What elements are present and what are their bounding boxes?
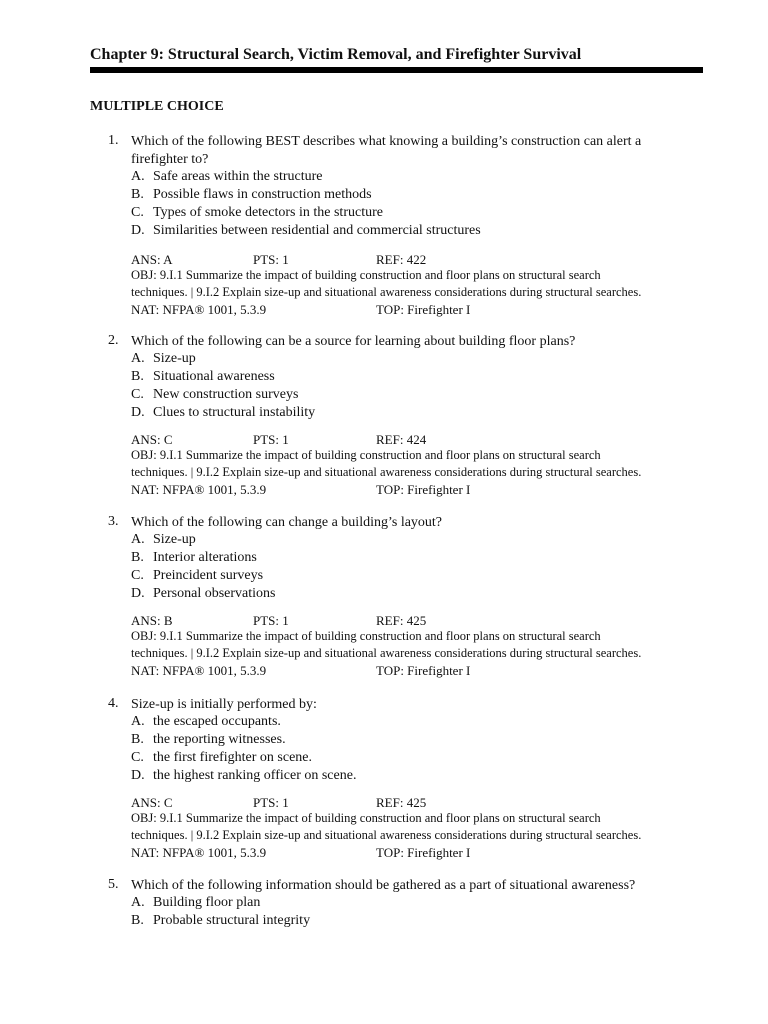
choice-text: Interior alterations <box>153 550 257 565</box>
question-number: 1. <box>108 133 119 148</box>
choice-a <box>131 532 196 548</box>
choice-text: Types of smoke detectors in the structure <box>153 205 383 220</box>
choice-text: the first firefighter on scene. <box>153 750 312 765</box>
objective-line-2: techniques. | 9.I.2 Explain size-up and situational awareness considerations during structural searches. <box>131 465 642 479</box>
choice-d <box>131 405 315 421</box>
choice-letter: A. <box>131 714 145 729</box>
objective-line-2: techniques. | 9.I.2 Explain size-up and situational awareness considerations during structural searches. <box>131 828 642 842</box>
topic: TOP: Firefighter I <box>376 663 471 678</box>
choice-letter: D. <box>131 223 145 238</box>
reference: REF: 425 <box>376 613 427 628</box>
nat-standard: NAT: NFPA® 1001, 5.3.9 <box>131 302 267 317</box>
choice-text: Similarities between residential and commercial structures <box>153 223 481 238</box>
question-stem: Which of the following information should be gathered as a part of situational awareness? <box>131 878 636 893</box>
choice-text: New construction surveys <box>153 387 299 402</box>
objective-line-2: techniques. | 9.I.2 Explain size-up and situational awareness considerations during structural searches. <box>131 285 642 299</box>
choice-text: Size-up <box>153 351 196 366</box>
choice-c <box>131 205 383 221</box>
nat-standard: NAT: NFPA® 1001, 5.3.9 <box>131 845 267 860</box>
choice-b <box>131 187 372 203</box>
choice-b <box>131 550 257 566</box>
question-stem: Size-up is initially performed by: <box>131 697 317 712</box>
choice-letter: C. <box>131 205 144 220</box>
choice-c <box>131 568 263 584</box>
reference: REF: 425 <box>376 795 427 810</box>
choice-letter: B. <box>131 369 144 384</box>
choice-letter: B. <box>131 187 144 202</box>
objective-line-1: OBJ: 9.I.1 Summarize the impact of building construction and floor plans on structural search <box>131 448 601 462</box>
answer: ANS: B <box>131 613 173 628</box>
choice-text: Preincident surveys <box>153 568 264 583</box>
choice-text: Safe areas within the structure <box>153 169 323 184</box>
section-heading: MULTIPLE CHOICE <box>90 99 224 114</box>
choice-text: Possible flaws in construction methods <box>153 187 372 202</box>
objective-line-1: OBJ: 9.I.1 Summarize the impact of building construction and floor plans on structural search <box>131 811 601 825</box>
choice-d <box>131 768 356 784</box>
choice-text: Situational awareness <box>153 369 275 384</box>
answer: ANS: C <box>131 795 173 810</box>
choice-letter: A. <box>131 895 145 910</box>
choice-letter: B. <box>131 550 144 565</box>
choice-b <box>131 732 286 748</box>
choice-letter: C. <box>131 568 144 583</box>
chapter-title: Chapter 9: Structural Search, Victim Removal, and Firefighter Survival <box>90 46 582 63</box>
choice-letter: C. <box>131 387 144 402</box>
answer: ANS: A <box>131 252 173 267</box>
choice-letter: C. <box>131 750 144 765</box>
question-number: 5. <box>108 877 119 892</box>
choice-text: the highest ranking officer on scene. <box>153 768 357 783</box>
points: PTS: 1 <box>253 613 289 628</box>
objective-line-1: OBJ: 9.I.1 Summarize the impact of building construction and floor plans on structural search <box>131 629 601 643</box>
choice-letter: D. <box>131 586 145 601</box>
choice-text: Size-up <box>153 532 196 547</box>
topic: TOP: Firefighter I <box>376 482 471 497</box>
title-rule <box>90 67 703 73</box>
question-number: 4. <box>108 696 119 711</box>
question-number: 3. <box>108 514 119 529</box>
choice-d <box>131 223 481 239</box>
question-stem: Which of the following BEST describes what knowing a building’s construction can alert a firefighter to? <box>131 134 642 167</box>
choice-a <box>131 351 196 367</box>
choice-c <box>131 387 298 403</box>
choice-a <box>131 714 281 730</box>
points: PTS: 1 <box>253 252 289 267</box>
choice-text: Clues to structural instability <box>153 405 316 420</box>
question-stem: Which of the following can be a source for learning about building floor plans? <box>131 334 576 349</box>
choice-letter: B. <box>131 913 144 928</box>
nat-standard: NAT: NFPA® 1001, 5.3.9 <box>131 482 267 497</box>
choice-a <box>131 895 260 911</box>
choice-b <box>131 913 310 929</box>
reference: REF: 424 <box>376 432 427 447</box>
choice-text: the reporting witnesses. <box>153 732 286 747</box>
question-number: 2. <box>108 333 119 348</box>
choice-letter: D. <box>131 768 145 783</box>
choice-a <box>131 169 323 185</box>
choice-text: the escaped occupants. <box>153 714 281 729</box>
objective-line-1: OBJ: 9.I.1 Summarize the impact of building construction and floor plans on structural search <box>131 268 601 282</box>
points: PTS: 1 <box>253 432 289 447</box>
choice-text: Personal observations <box>153 586 276 601</box>
reference: REF: 422 <box>376 252 427 267</box>
points: PTS: 1 <box>253 795 289 810</box>
topic: TOP: Firefighter I <box>376 845 471 860</box>
choice-c <box>131 750 312 766</box>
objective-line-2: techniques. | 9.I.2 Explain size-up and situational awareness considerations during structural searches. <box>131 646 642 660</box>
question-stem: Which of the following can change a building’s layout? <box>131 515 443 530</box>
answer: ANS: C <box>131 432 173 447</box>
nat-standard: NAT: NFPA® 1001, 5.3.9 <box>131 663 267 678</box>
choice-d <box>131 586 275 602</box>
choice-letter: B. <box>131 732 144 747</box>
choice-letter: A. <box>131 169 145 184</box>
choice-letter: D. <box>131 405 145 420</box>
choice-b <box>131 369 275 385</box>
choice-text: Probable structural integrity <box>153 913 311 928</box>
choice-text: Building floor plan <box>153 895 261 910</box>
choice-letter: A. <box>131 532 145 547</box>
topic: TOP: Firefighter I <box>376 302 471 317</box>
choice-letter: A. <box>131 351 145 366</box>
